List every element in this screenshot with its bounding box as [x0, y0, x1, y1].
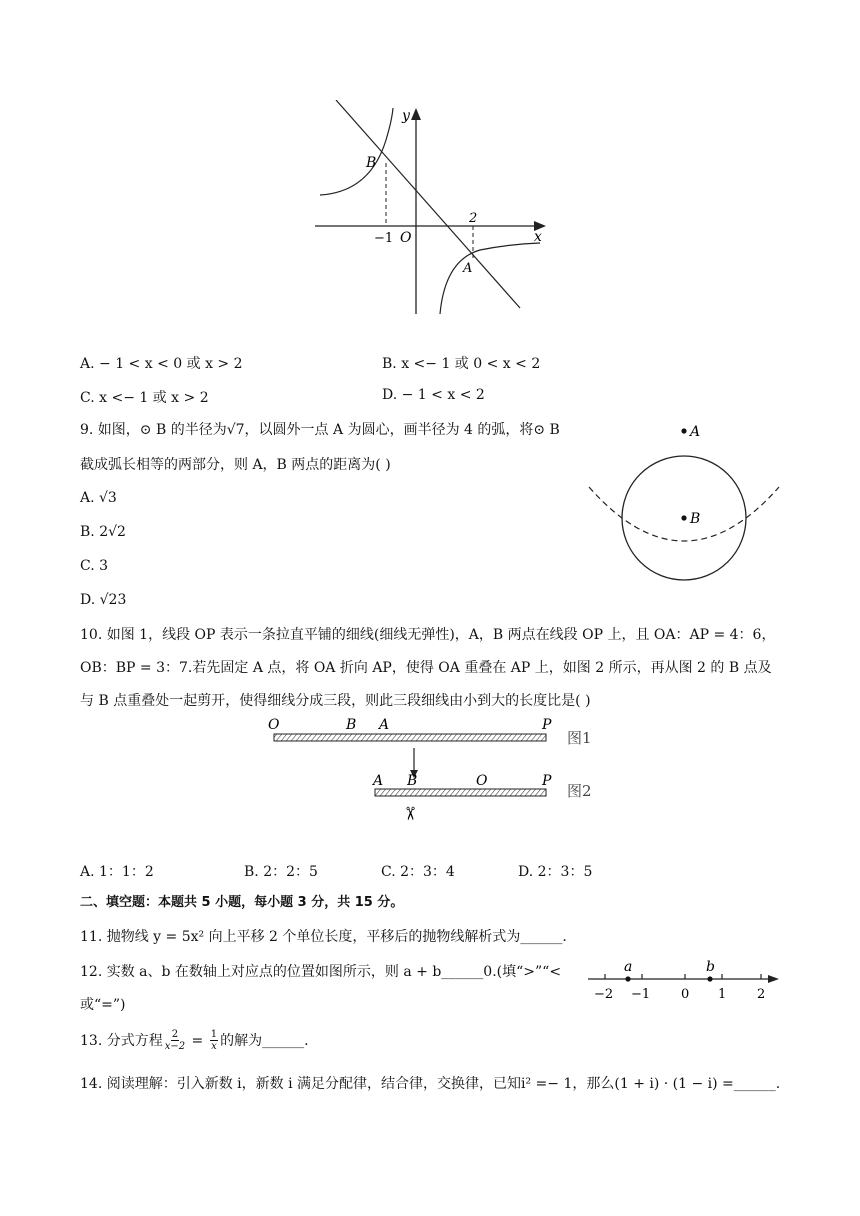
y-axis-arrow	[411, 108, 421, 120]
q9-option-c: C. 3	[80, 558, 109, 574]
line-graph	[336, 100, 520, 308]
q9-fig-label-a: A	[690, 424, 701, 440]
q10-option-d: D. 2：3：5	[518, 864, 593, 880]
q14-text: 14. 阅读理解：引入新数 i，新数 i 满足分配律，结合律，交换律，已知i² =− 1，那么(1 + i) · (1 − i) =______.	[80, 1076, 781, 1092]
q13-line	[80, 1029, 309, 1052]
q13-frac1-denominator: x−2	[164, 1041, 186, 1052]
q10-option-a: A. 1：1：2	[80, 864, 154, 880]
q12-text-line1: 12. 实数 a、b 在数轴上对应点的位置如图所示，则 a + b______0.(填“>”“<	[80, 964, 562, 980]
q12-number-line	[586, 960, 786, 1002]
q9-option-b: B. 2√2	[80, 524, 126, 540]
q13-equals: =	[187, 1032, 208, 1049]
q10-text-line1: 10. 如图 1，线段 OP 表示一条拉直平铺的细线(细线无弹性)，A，B 两点在线段 OP 上，且 OA：AP = 4：6，	[80, 627, 776, 643]
q10-figure	[260, 712, 620, 828]
tick-label-2: 2	[757, 987, 766, 1002]
q8-option-a: A. − 1 < x < 0 或 x > 2	[80, 356, 243, 372]
q9-option-a: A. √3	[80, 490, 117, 506]
fig2-label-o: O	[476, 773, 488, 789]
q13-suffix: 的解为______.	[220, 1032, 309, 1049]
q9-text-line1: 9. 如图，⊙ B 的半径为√7，以圆外一点 A 为圆心，画半径为 4 的弧，将⊙ B	[80, 422, 560, 438]
number-line-arrow	[768, 975, 779, 983]
q10-text-line2: OB：BP = 3：7.若先固定 A 点，将 OA 折向 AP，使得 OA 重叠在 AP 上，如图 2 所示，再从图 2 的 B 点及	[80, 660, 772, 676]
fig2-label-b: B	[407, 773, 418, 789]
q9-text-line2: 截成弧长相等的两部分，则 A，B 两点的距离为( )	[80, 457, 391, 473]
q10-text-line3: 与 B 点重叠处一起剪开，使得细线分成三段，则此三段细线由小到大的长度比是( )	[80, 693, 591, 709]
q8-figure	[300, 100, 560, 320]
q13-fraction-1	[165, 1029, 185, 1052]
tick-2-label: 2	[469, 211, 478, 226]
fig2-label-p: P	[542, 773, 552, 789]
thread-fig1	[274, 734, 546, 741]
tick-label-neg2: −2	[594, 987, 614, 1002]
fig2-caption: 图2	[567, 782, 592, 800]
fig1-label-a: A	[379, 717, 390, 733]
q12-text-line2: 或“=”)	[80, 997, 126, 1013]
hyperbola-left-branch	[320, 108, 393, 195]
fig2-label-a: A	[373, 773, 384, 789]
q10-option-b: B. 2：2：5	[244, 864, 318, 880]
fig1-label-b: B	[346, 717, 357, 733]
origin-label: O	[400, 230, 412, 246]
q9-option-d: D. √23	[80, 592, 127, 608]
q11-text: 11. 抛物线 y = 5x² 向上平移 2 个单位长度，平移后的抛物线解析式为______.	[80, 929, 567, 945]
hyperbola-right-branch	[440, 243, 540, 314]
q13-frac2-numerator: 1	[210, 1029, 218, 1040]
q13-frac2-denominator: x	[211, 1041, 217, 1052]
q13-frac1-numerator: 2	[171, 1029, 179, 1040]
fig1-label-o: O	[268, 717, 280, 733]
q8-option-b: B. x <− 1 或 0 < x < 2	[382, 356, 541, 372]
fig1-label-p: P	[542, 717, 552, 733]
point-a-label: a	[624, 960, 633, 975]
thread-fig2	[375, 789, 546, 796]
point-a-dot	[625, 976, 630, 981]
q13-prefix: 13. 分式方程	[80, 1032, 163, 1049]
point-b-dot	[681, 515, 686, 520]
scissors-icon: ✂	[399, 806, 420, 822]
y-axis-label: y	[402, 108, 410, 124]
fig1-caption: 图1	[567, 729, 592, 747]
point-a-dot	[681, 428, 686, 433]
q8-option-d: D. − 1 < x < 2	[382, 387, 485, 403]
point-b-label: B	[366, 155, 377, 171]
dashed-arc-a	[589, 487, 779, 541]
q9-figure	[585, 415, 785, 595]
point-a-label: A	[463, 261, 473, 276]
q8-option-c: C. x <− 1 或 x > 2	[80, 390, 209, 406]
tick-label-0: 0	[681, 987, 690, 1002]
section2-heading: 二、填空题：本题共 5 小题，每小题 3 分，共 15 分。	[80, 895, 404, 910]
tick-label-neg1: −1	[631, 987, 651, 1002]
tick-label-1: 1	[718, 987, 727, 1002]
tick-neg1-label: −1	[374, 231, 394, 246]
q9-fig-label-b: B	[690, 511, 701, 527]
point-b-label: b	[706, 960, 715, 975]
point-b-dot	[707, 976, 712, 981]
q10-option-c: C. 2：3：4	[381, 864, 455, 880]
x-axis-label: x	[534, 229, 542, 245]
q13-fraction-2	[210, 1029, 218, 1052]
